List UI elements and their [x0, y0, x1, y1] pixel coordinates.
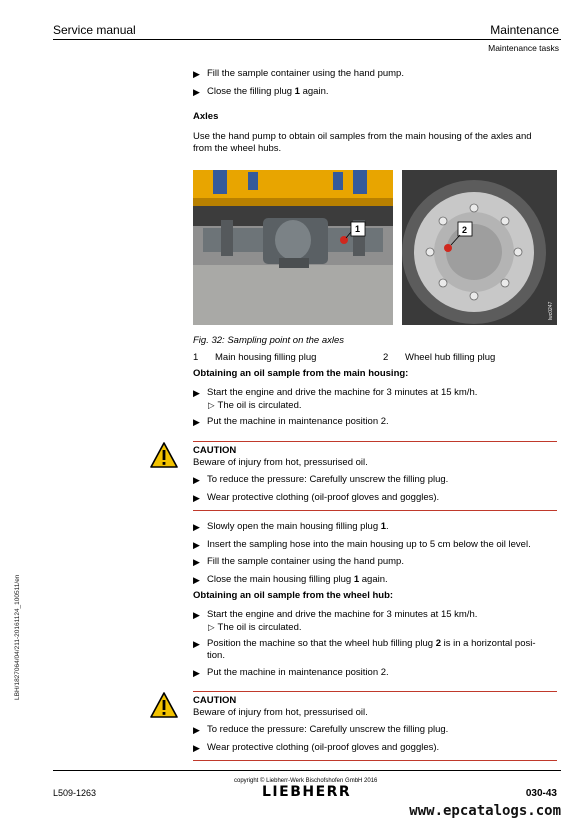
arrow-right-icon: ▶ [193, 639, 200, 649]
caution-title: CAUTION [193, 445, 237, 456]
result-item: ▷ The oil is circulated. [208, 400, 302, 411]
legend-text: Main housing filling plug [215, 352, 317, 363]
photo-code: lwc0247 [548, 301, 554, 320]
figure-caption: Fig. 32: Sampling point on the axles [193, 335, 345, 346]
footer-rule [53, 770, 561, 771]
arrow-right-icon: ▶ [193, 493, 200, 503]
header-subtitle: Maintenance tasks [488, 43, 559, 53]
result-triangle-icon: ▷ [208, 622, 215, 632]
section-heading: Obtaining an oil sample from the wheel hub: [193, 590, 394, 601]
arrow-right-icon: ▶ [193, 610, 200, 620]
result-item: ▷ The oil is circulated. [208, 622, 302, 633]
warning-triangle-icon [150, 442, 178, 468]
page-number: 030-43 [525, 788, 557, 799]
arrow-right-icon: ▶ [193, 557, 200, 567]
caution-rule [193, 510, 557, 511]
document-code: LBH/1827064/04/211-20161124_100511/en [14, 574, 21, 700]
legend-item: 2 [383, 352, 389, 363]
header-left-title: Service manual [53, 23, 136, 37]
arrow-right-icon: ▶ [193, 522, 200, 532]
arrow-right-icon: ▶ [193, 475, 200, 485]
copyright: copyright © Liebherr-Werk Bischofshofen GmbH 2016 [234, 778, 378, 784]
arrow-right-icon: ▶ [193, 575, 200, 585]
caution-rule [193, 691, 557, 692]
caution-text: Beware of injury from hot, pressurised oil. [193, 457, 368, 468]
caution-rule [193, 760, 557, 761]
arrow-right-icon: ▶ [193, 69, 200, 79]
result-triangle-icon: ▷ [208, 400, 215, 410]
axles-heading: Axles [193, 111, 219, 122]
photo-label-1: 1 [355, 224, 361, 234]
legend-item: 1 [193, 352, 199, 363]
axle-photo [193, 170, 393, 325]
header-right-title: Maintenance [490, 23, 559, 37]
warning-triangle-icon [150, 692, 178, 718]
arrow-right-icon: ▶ [193, 417, 200, 427]
arrow-right-icon: ▶ [193, 388, 200, 398]
step-continuation: tion. [207, 650, 225, 661]
footer-model: L509-1263 [53, 788, 97, 798]
caution-rule [193, 441, 557, 442]
caution-text: Beware of injury from hot, pressurised oil. [193, 707, 368, 718]
watermark: www.epcatalogs.com [409, 803, 561, 819]
arrow-right-icon: ▶ [193, 725, 200, 735]
photo-label-2: 2 [462, 225, 468, 235]
arrow-right-icon: ▶ [193, 540, 200, 550]
arrow-right-icon: ▶ [193, 743, 200, 753]
legend-text: Wheel hub filling plug [405, 352, 496, 363]
header-rule [53, 39, 561, 40]
wheel-hub-photo [402, 170, 557, 325]
liebherr-logo: LIEBHERR [262, 784, 352, 800]
arrow-right-icon: ▶ [193, 87, 200, 97]
axles-text-line1: Use the hand pump to obtain oil samples from the main housing of the axles and [193, 131, 532, 142]
caution-title: CAUTION [193, 695, 237, 706]
axles-text-line2: from the wheel hubs. [193, 143, 282, 154]
arrow-right-icon: ▶ [193, 668, 200, 678]
section-heading: Obtaining an oil sample from the main housing: [193, 368, 409, 379]
